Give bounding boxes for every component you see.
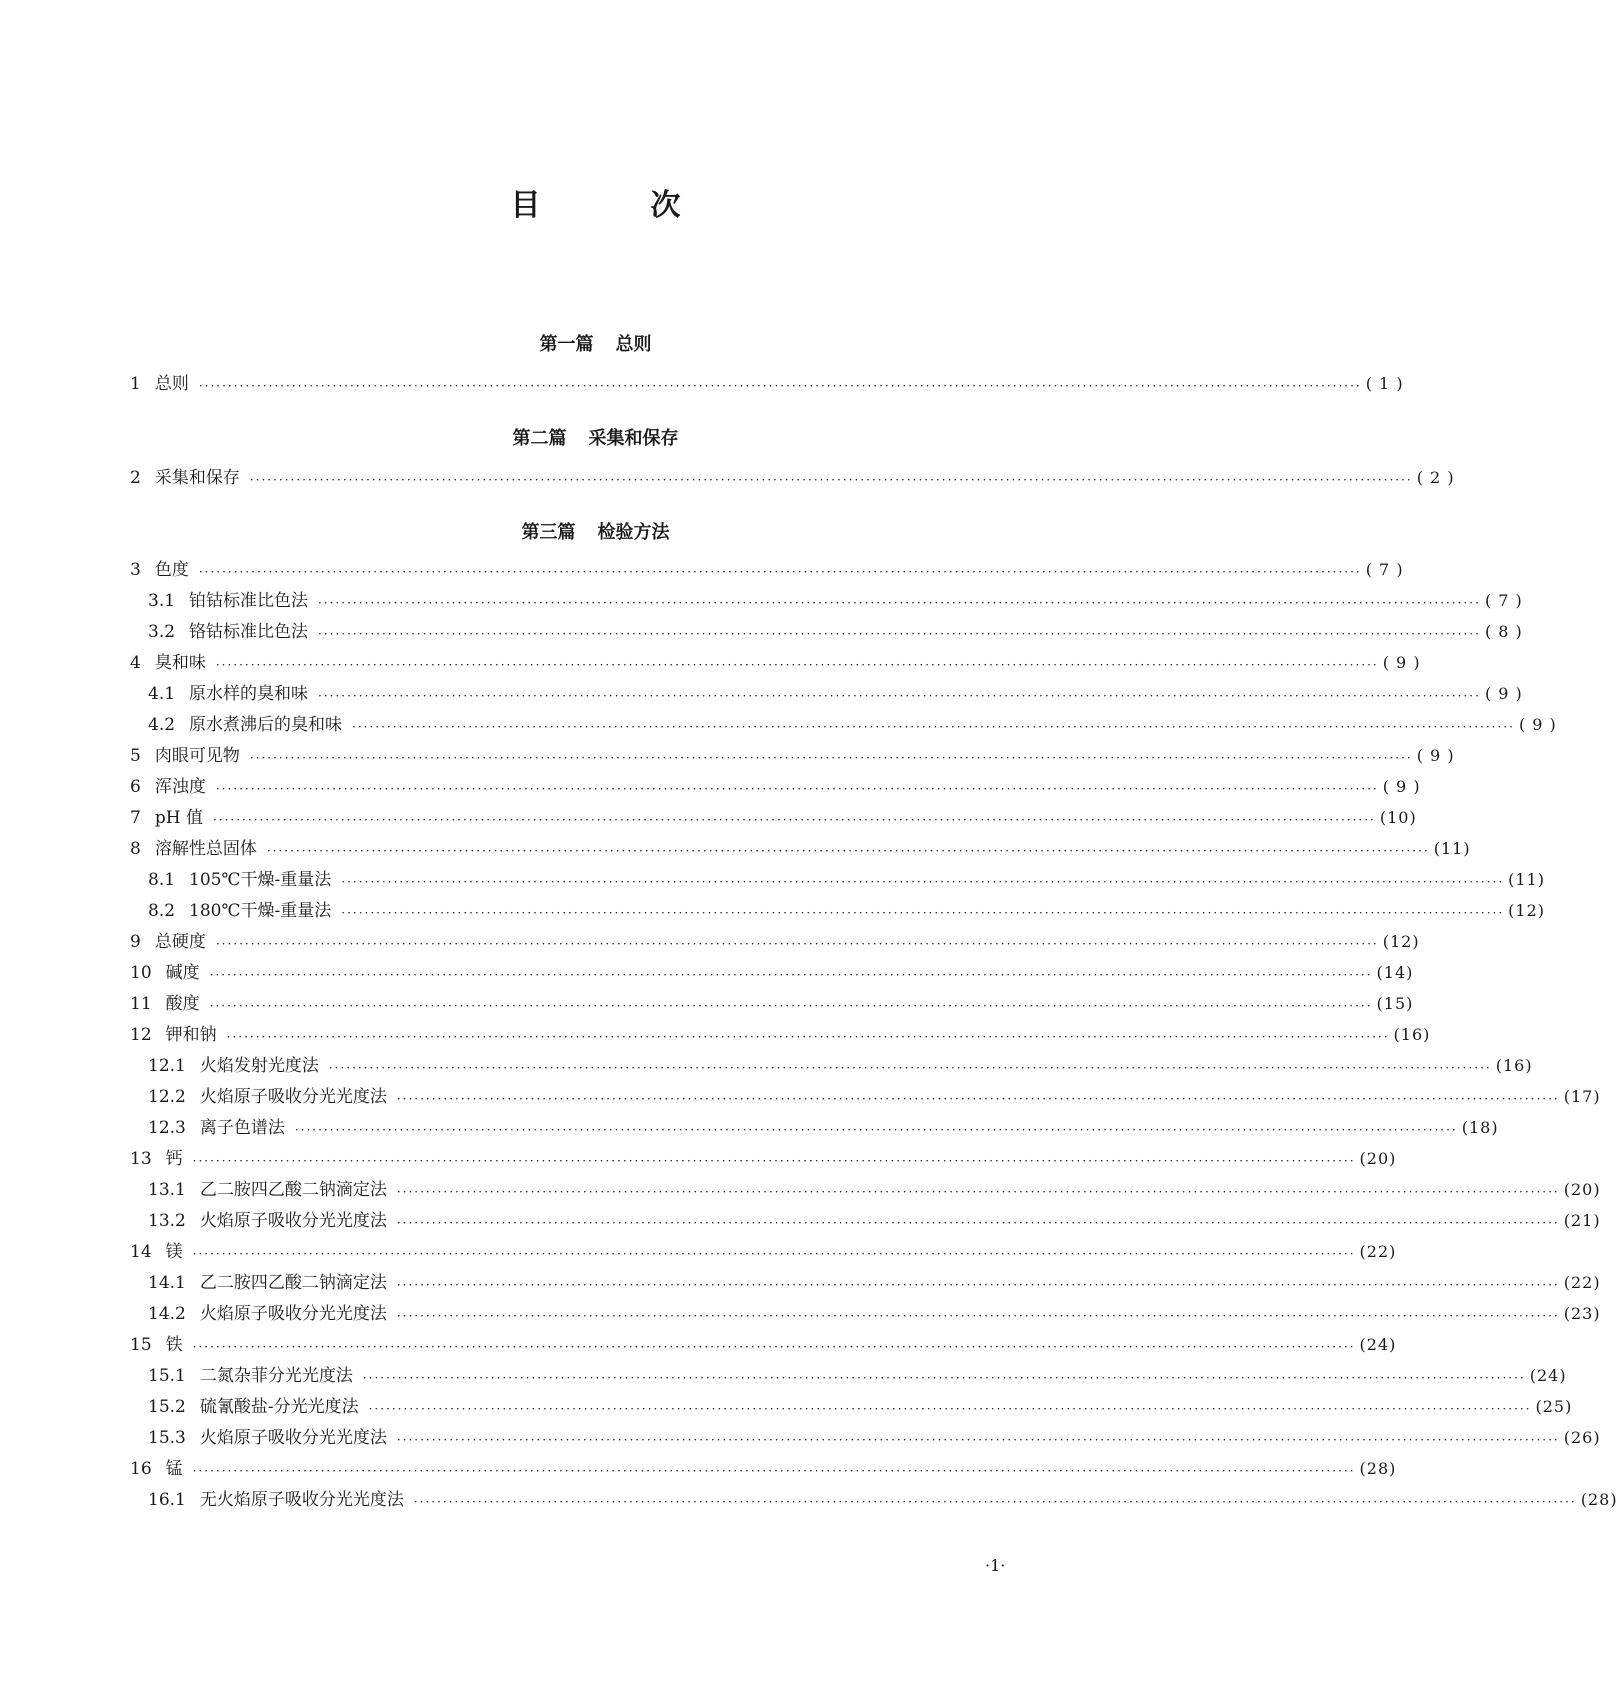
toc-entry-number: 15.2	[148, 1397, 186, 1417]
toc-entry-number: 8	[130, 839, 141, 859]
toc-entry-title: 原水样的臭和味	[189, 684, 309, 704]
toc-entry-page: ( 2 )	[1416, 468, 1455, 487]
toc-entry-title: 锰	[165, 1459, 183, 1479]
title-right: 次	[650, 188, 681, 223]
toc-entry-number: 15.1	[148, 1366, 186, 1386]
toc-entry-number: 14.1	[148, 1273, 186, 1293]
toc-entry-number: 12.2	[148, 1087, 186, 1107]
toc-entry[interactable]	[148, 1362, 1567, 1386]
toc-entry-number: 4	[130, 653, 141, 673]
dot-leader: ········································································································································································································	[192, 1247, 1356, 1261]
toc-entry-title: 乙二胺四乙酸二钠滴定法	[199, 1180, 387, 1200]
toc-entry[interactable]	[130, 742, 1455, 766]
toc-entry-number: 13.1	[148, 1180, 186, 1200]
toc-entry[interactable]	[148, 866, 1545, 890]
toc-entry[interactable]	[148, 1269, 1601, 1293]
toc-entry-page: (16)	[1495, 1056, 1533, 1075]
toc-entry[interactable]	[148, 618, 1523, 642]
toc-entry-page: ( 7 )	[1484, 591, 1523, 610]
part-heading-1: 第一篇 总则	[539, 334, 652, 355]
toc-entry-page: ( 9 )	[1382, 653, 1421, 672]
dot-leader: ········································································································································································································	[215, 937, 1379, 951]
toc-entry-page: (22)	[1563, 1273, 1601, 1292]
toc-entry-title: 碱度	[165, 963, 200, 983]
part-heading-3: 第三篇 检验方法	[521, 522, 670, 543]
toc-entry-title: 铁	[165, 1335, 183, 1355]
toc-entry-page: (26)	[1563, 1428, 1601, 1447]
toc-entry-title: 肉眼可见物	[154, 746, 240, 766]
toc-entry-title: 火焰发射光度法	[199, 1056, 319, 1076]
toc-entry-page: (21)	[1563, 1211, 1601, 1230]
toc-entry-number: 16	[130, 1459, 152, 1479]
toc-entry-title: 二氮杂菲分光光度法	[199, 1366, 353, 1386]
toc-entry-number: 11	[130, 994, 152, 1014]
toc-entry-number: 15.3	[148, 1428, 186, 1448]
page-title	[0, 180, 1191, 224]
toc-entry-page: ( 8 )	[1484, 622, 1523, 641]
toc-entry-title: 铂钴标准比色法	[189, 591, 309, 611]
toc-entry[interactable]	[148, 680, 1523, 704]
toc-entry-page: ( 1 )	[1365, 374, 1404, 393]
dot-leader: ········································································································································································································	[294, 1123, 1458, 1137]
toc-entry-page: (12)	[1508, 901, 1545, 920]
toc-entry-number: 4.1	[148, 684, 176, 704]
toc-entry-number: 4.2	[148, 715, 176, 735]
toc-entry-page: (23)	[1563, 1304, 1601, 1323]
toc-entry-title: 105℃干燥-重量法	[189, 870, 332, 890]
dot-leader: ········································································································································································································	[318, 689, 1481, 703]
toc-entry[interactable]	[148, 897, 1545, 921]
toc-entry[interactable]	[148, 1176, 1601, 1200]
toc-entry-page: (14)	[1376, 963, 1414, 982]
toc-entry-title: 总则	[154, 374, 189, 394]
dot-leader: ········································································································································································································	[209, 968, 1373, 982]
toc-entry[interactable]	[148, 1207, 1601, 1231]
dot-leader: ········································································································································································································	[266, 844, 1430, 858]
dot-leader: ········································································································································································································	[396, 1092, 1560, 1106]
part-heading-2: 第二篇 采集和保存	[512, 428, 679, 449]
dot-leader: ········································································································································································································	[328, 1061, 1492, 1075]
toc-entry[interactable]	[130, 835, 1471, 859]
toc-entry-title: 溶解性总固体	[154, 839, 257, 859]
dot-leader: ········································································································································································································	[192, 1340, 1356, 1354]
toc-entry[interactable]	[148, 1424, 1601, 1448]
toc-entry[interactable]	[148, 1486, 1618, 1510]
toc-entry-number: 14.2	[148, 1304, 186, 1324]
toc-entry-page: ( 9 )	[1382, 777, 1421, 796]
toc-entry-title: 硫氰酸盐-分光光度法	[199, 1397, 359, 1417]
dot-leader: ········································································································································································································	[249, 751, 1413, 765]
toc-entry-page: (12)	[1382, 932, 1420, 951]
toc-entry-title: 180℃干燥-重量法	[189, 901, 332, 921]
toc-entry[interactable]	[148, 1083, 1601, 1107]
toc-entry-title: 原水煮沸后的臭和味	[189, 715, 343, 735]
toc-entry[interactable]	[130, 928, 1420, 952]
toc-entry-number: 8.2	[148, 901, 176, 921]
toc-entry-number: 1	[130, 374, 141, 394]
toc-entry-title: 离子色谱法	[199, 1118, 285, 1138]
toc-entry-page: (20)	[1359, 1149, 1397, 1168]
toc-entry-number: 8.1	[148, 870, 176, 890]
toc-entry-number: 16.1	[148, 1490, 186, 1510]
dot-leader: ········································································································································································································	[192, 1464, 1356, 1478]
toc-entry-number: 2	[130, 468, 141, 488]
toc-entry-page: (18)	[1461, 1118, 1499, 1137]
dot-leader: ········································································································································································································	[226, 1030, 1390, 1044]
toc-entry-number: 12.3	[148, 1118, 186, 1138]
page-number: ·1·	[985, 1556, 1006, 1575]
toc-entry-title: 火焰原子吸收分光光度法	[199, 1087, 387, 1107]
toc-entry-page: ( 7 )	[1365, 560, 1404, 579]
toc-entry[interactable]	[130, 959, 1414, 983]
toc-entry[interactable]	[130, 1238, 1397, 1262]
dot-leader: ········································································································································································································	[396, 1216, 1560, 1230]
toc-entry-page: (11)	[1508, 870, 1545, 889]
toc-entry[interactable]	[148, 1052, 1533, 1076]
toc-entry-page: (15)	[1376, 994, 1414, 1013]
toc-entry[interactable]	[148, 1300, 1601, 1324]
toc-entry-page: (28)	[1359, 1459, 1397, 1478]
toc-entry-number: 5	[130, 746, 141, 766]
dot-leader: ········································································································································································································	[198, 379, 1362, 393]
dot-leader: ········································································································································································································	[368, 1402, 1532, 1416]
dot-leader: ········································································································································································································	[209, 999, 1373, 1013]
toc-entry-title: 浑浊度	[154, 777, 206, 797]
toc-entry-title: 总硬度	[154, 932, 206, 952]
toc-entry-title: 酸度	[165, 994, 200, 1014]
toc-entry-number: 13	[130, 1149, 152, 1169]
toc-entry[interactable]	[130, 464, 1455, 488]
toc-entry-page: (24)	[1529, 1366, 1567, 1385]
toc-entry-number: 9	[130, 932, 141, 952]
toc-entry[interactable]	[148, 1114, 1499, 1138]
toc-entry-page: (22)	[1359, 1242, 1397, 1261]
dot-leader: ········································································································································································································	[396, 1309, 1560, 1323]
toc-entry-page: (24)	[1359, 1335, 1397, 1354]
toc-entry[interactable]	[130, 1455, 1397, 1479]
toc-entry-page: (11)	[1433, 839, 1471, 858]
toc-entry-title: 火焰原子吸收分光光度法	[199, 1211, 387, 1231]
toc-entry-title: 钾和钠	[165, 1025, 217, 1045]
toc-entry-page: (17)	[1563, 1087, 1601, 1106]
dot-leader: ········································································································································································································	[192, 1154, 1356, 1168]
toc-entry-page: ( 9 )	[1416, 746, 1455, 765]
dot-leader: ········································································································································································································	[396, 1278, 1560, 1292]
toc-entry-number: 10	[130, 963, 152, 983]
toc-entry-page: ( 9 )	[1484, 684, 1523, 703]
toc-entry-title: 钙	[165, 1149, 183, 1169]
toc-entry-page: (28)	[1580, 1490, 1618, 1509]
toc-entry-number: 13.2	[148, 1211, 186, 1231]
dot-leader: ········································································································································································································	[318, 596, 1481, 610]
toc-entry[interactable]	[130, 370, 1404, 394]
toc-entry[interactable]	[130, 1021, 1431, 1045]
toc-entry-number: 12	[130, 1025, 152, 1045]
toc-entry-number: 7	[130, 808, 141, 828]
dot-leader: ········································································································································································································	[215, 658, 1379, 672]
dot-leader: ········································································································································································································	[341, 875, 1505, 889]
toc-entry-number: 12.1	[148, 1056, 186, 1076]
toc-entry-title: 色度	[154, 560, 189, 580]
dot-leader: ········································································································································································································	[215, 782, 1379, 796]
toc-entry-title: 铬钴标准比色法	[189, 622, 309, 642]
toc-entry-title: 采集和保存	[154, 468, 240, 488]
toc-entry-page: ( 9 )	[1518, 715, 1557, 734]
dot-leader: ········································································································································································································	[249, 473, 1413, 487]
toc-entry[interactable]	[148, 711, 1557, 735]
toc-entry-page: (10)	[1379, 808, 1417, 827]
toc-entry-title: pH 值	[154, 808, 203, 828]
dot-leader: ········································································································································································································	[396, 1433, 1560, 1447]
title-left: 目	[510, 188, 541, 223]
dot-leader: ········································································································································································································	[352, 720, 1515, 734]
toc-entry-number: 6	[130, 777, 141, 797]
toc-entry[interactable]	[130, 990, 1414, 1014]
toc-entry-number: 3.1	[148, 591, 176, 611]
dot-leader: ········································································································································································································	[341, 906, 1505, 920]
toc-entry-number: 3	[130, 560, 141, 580]
dot-leader: ········································································································································································································	[212, 813, 1376, 827]
toc-entry[interactable]	[130, 649, 1421, 673]
toc-entry-title: 火焰原子吸收分光光度法	[199, 1304, 387, 1324]
toc-entry-title: 镁	[165, 1242, 183, 1262]
toc-entry[interactable]	[130, 773, 1421, 797]
toc-entry[interactable]	[130, 1145, 1397, 1169]
toc-entry[interactable]	[130, 556, 1404, 580]
toc-entry[interactable]	[130, 804, 1417, 828]
toc-entry[interactable]	[130, 1331, 1397, 1355]
toc-entry-title: 臭和味	[154, 653, 206, 673]
dot-leader: ········································································································································································································	[413, 1495, 1577, 1509]
toc-entry[interactable]	[148, 587, 1523, 611]
toc-entry-title: 无火焰原子吸收分光光度法	[199, 1490, 404, 1510]
toc-entry-number: 3.2	[148, 622, 176, 642]
toc-entry[interactable]	[148, 1393, 1573, 1417]
toc-entry-number: 14	[130, 1242, 152, 1262]
dot-leader: ········································································································································································································	[198, 565, 1362, 579]
toc-entry-page: (20)	[1563, 1180, 1601, 1199]
toc-entry-page: (25)	[1535, 1397, 1573, 1416]
toc-entry-title: 乙二胺四乙酸二钠滴定法	[199, 1273, 387, 1293]
dot-leader: ········································································································································································································	[318, 627, 1481, 641]
toc-entry-title: 火焰原子吸收分光光度法	[199, 1428, 387, 1448]
dot-leader: ········································································································································································································	[362, 1371, 1526, 1385]
toc-entry-page: (16)	[1393, 1025, 1431, 1044]
dot-leader: ········································································································································································································	[396, 1185, 1560, 1199]
toc-entry-number: 15	[130, 1335, 152, 1355]
